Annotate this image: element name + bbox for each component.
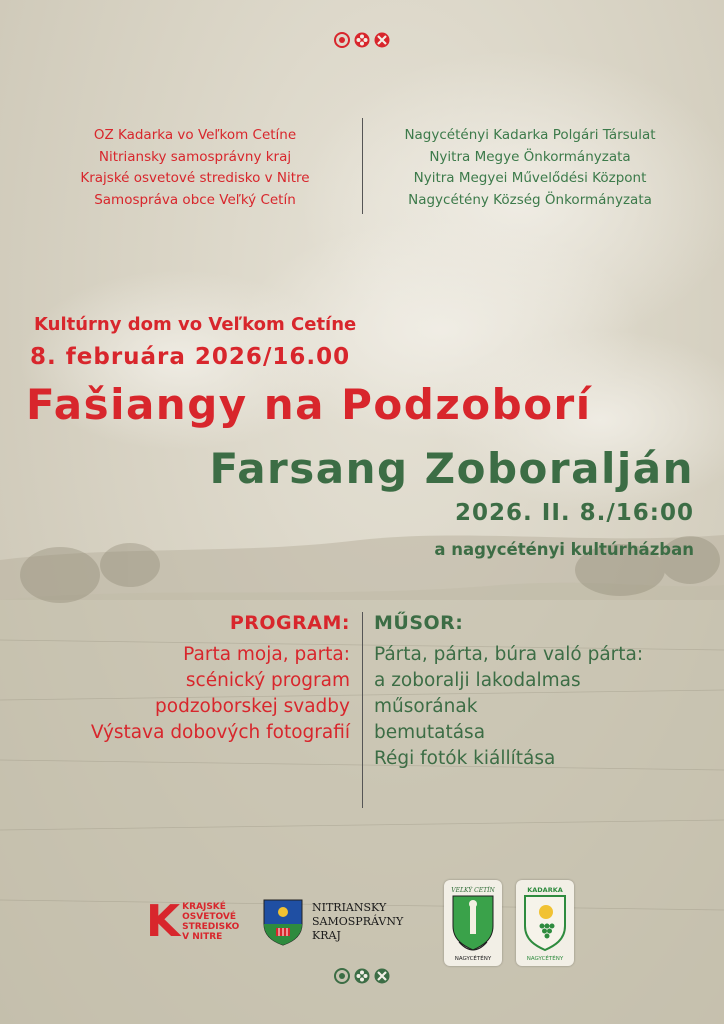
velky-cetin-logo xyxy=(444,880,502,966)
top-ornament xyxy=(0,32,724,48)
kos-logo xyxy=(146,896,240,947)
venue-sk: Kultúrny dom vo Veľkom Cetíne xyxy=(34,314,357,335)
program-line: a zoboralji lakodalmas xyxy=(374,670,581,691)
program-line: Parta moja, parta: xyxy=(183,644,350,665)
organizers-sk xyxy=(40,125,350,211)
organizers-divider xyxy=(362,118,363,214)
nsk-logo-line: SAMOSPRÁVNY xyxy=(312,915,404,928)
program-line: Výstava dobových fotografií xyxy=(90,722,350,743)
program-line: scénický program xyxy=(185,670,350,691)
kadarka-crest-icon xyxy=(516,880,574,966)
program-hu xyxy=(374,612,704,772)
velky-cetin-top-text: VEĽKÝ CETÍN xyxy=(451,887,495,894)
organizer-line: Nyitra Megyei Művelődési Központ xyxy=(413,170,647,186)
organizer-line: Nagycétényi Kadarka Polgári Társulat xyxy=(404,127,656,143)
circle-ornament-icon xyxy=(334,32,350,48)
organizer-line: Samospráva obce Veľký Cetín xyxy=(94,191,296,208)
nsk-coat-of-arms-icon xyxy=(262,898,304,946)
velky-cetin-crest-icon xyxy=(444,880,502,966)
circle-ornament-icon xyxy=(334,968,350,984)
kos-logo-line: V NITRE xyxy=(182,932,223,942)
kos-logo-line: KRAJSKÉ xyxy=(182,902,226,912)
nsk-logo-line: KRAJ xyxy=(312,929,341,942)
program-divider xyxy=(362,612,363,808)
kos-logo-line: STREDISKO xyxy=(182,922,240,932)
bottom-ornament xyxy=(0,968,724,984)
organizer-line: Nyitra Megye Önkormányzata xyxy=(429,148,631,165)
program-line: podzoborskej svadby xyxy=(155,696,350,717)
velky-cetin-bottom-text: NAGYCÉTÉNY xyxy=(454,956,492,962)
cross-ornament-icon xyxy=(374,32,390,48)
flower-ornament-icon xyxy=(354,32,370,48)
program-line: Régi fotók kiállítása xyxy=(374,748,556,769)
flower-ornament-icon xyxy=(354,968,370,984)
program-line: műsorának xyxy=(374,696,478,717)
date-hu: 2026. II. 8./16:00 xyxy=(455,500,694,526)
kos-logo-line: OSVETOVÉ xyxy=(182,912,237,922)
nsk-logo xyxy=(262,898,403,946)
date-sk: 8. februára 2026/16.00 xyxy=(30,344,351,370)
kos-logo-letter: K xyxy=(146,896,181,947)
organizers-hu xyxy=(372,125,688,211)
program-line: bemutatása xyxy=(374,722,486,743)
program-sk xyxy=(20,612,350,746)
venue-hu: a nagycétényi kultúrházban xyxy=(434,540,694,559)
title-hu: Farsang Zoboralján xyxy=(209,444,694,493)
organizer-line: OZ Kadarka vo Veľkom Cetíne xyxy=(93,127,297,143)
cross-ornament-icon xyxy=(374,968,390,984)
nsk-logo-line: NITRIANSKY xyxy=(312,901,387,914)
program-heading-hu: MŰSOR: xyxy=(374,612,464,634)
title-sk: Fašiangy na Podzoborí xyxy=(26,380,592,429)
organizer-line: Nitriansky samosprávny kraj xyxy=(98,148,292,165)
kadarka-logo xyxy=(516,880,574,966)
organizer-line: Nagycétény Község Önkormányzata xyxy=(408,191,652,208)
organizer-line: Krajské osvetové stredisko v Nitre xyxy=(80,170,310,186)
program-heading-sk: PROGRAM: xyxy=(229,612,350,634)
kadarka-top-text: KADARKA xyxy=(527,886,563,894)
program-line: Párta, párta, búra való párta: xyxy=(374,644,644,665)
kadarka-bottom-text: NAGYCÉTÉNY xyxy=(526,956,564,962)
